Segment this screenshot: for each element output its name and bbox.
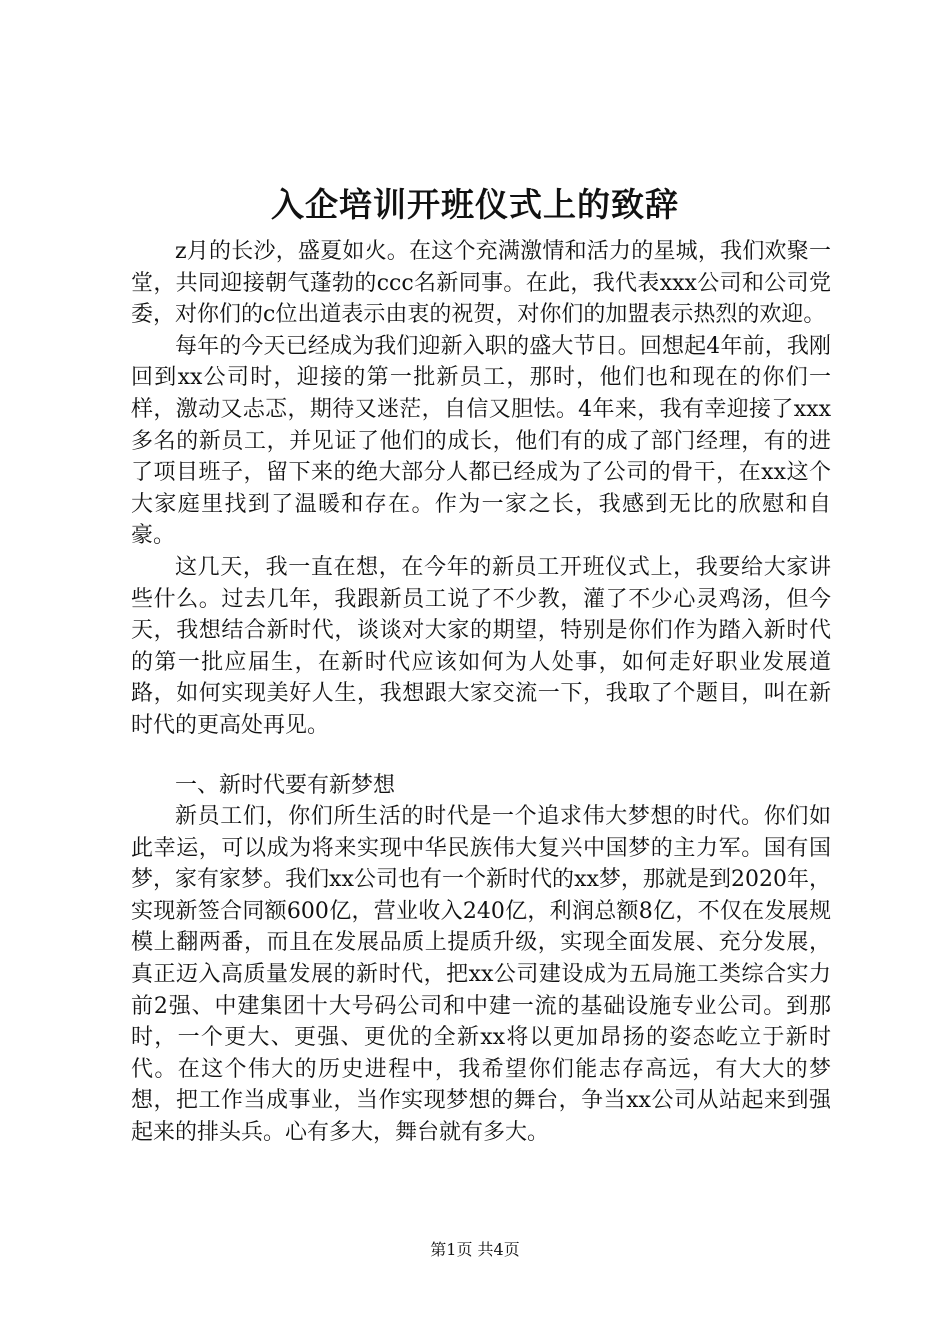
paragraph-new-dream: 新员工们，你们所生活的时代是一个追求伟大梦想的时代。你们如此幸运，可以成为将来实现中华民族伟大复兴中国梦的主力军。国有国梦，家有家梦。我们xx公司也有一个新时代的xx梦，那就是到2020年，实现新签合同额600亿，营业收入240亿，利润总额8亿，不仅在发展规模上翻两番，而且在发展品质上提质升级，实现全面发展、充分发展，真正迈入高质量发展的新时代，把xx公司建设成为五局施工类综合实力前2强、中建集团十大号码公司和中建一流的基础设施专业公司。到那时，一个更大、更强、更优的全新xx将以更加昂扬的姿态屹立于新时代。在这个伟大的历史进程中，我希望你们能志存高远，有大大的梦想，把工作当成事业，当作实现梦想的舞台，争当xx公司从站起来到强起来的排头兵。心有多大，舞台就有多大。 xyxy=(131,804,831,1146)
section-heading: 一、新时代要有新梦想 xyxy=(175,772,396,798)
document-body xyxy=(131,236,831,1149)
paragraph-recollection: 每年的今天已经成为我们迎新入职的盛大节日。回想起4年前，我刚回到xx公司时，迎接的第一批新员工，那时，他们也和现在的你们一样，激动又忐忑，期待又迷茫，自信又胆怯。4年来，我有幸迎接了xxx多名的新员工，并见证了他们的成长，他们有的成了部门经理，有的进了项目班子，留下来的绝大部分人都已经成为了公司的骨干，在xx这个大家庭里找到了温暖和存在。作为一家之长，我感到无比的欣慰和自豪。 xyxy=(131,333,831,549)
page-number-footer: 第1页 共4页 xyxy=(430,1240,520,1259)
document-title: 入企培训开班仪式上的致辞 xyxy=(271,185,679,224)
paragraph-topic: 这几天，我一直在想，在今年的新员工开班仪式上，我要给大家讲些什么。过去几年，我跟新员工说了不少教，灌了不少心灵鸡汤，但今天，我想结合新时代，谈谈对大家的期望，特别是你们作为踏入新时代的第一批应届生，在新时代应该如何为人处事，如何走好职业发展道路，如何实现美好人生，我想跟大家交流一下，我取了个题目，叫在新时代的更高处再见。 xyxy=(131,554,831,738)
paragraph-opening: z月的长沙，盛夏如火。在这个充满激情和活力的星城，我们欢聚一堂，共同迎接朝气蓬勃的ccc名新同事。在此，我代表xxx公司和公司党委，对你们的c位出道表示由衷的祝贺，对你们的加盟表示热烈的欢迎。 xyxy=(131,239,831,328)
